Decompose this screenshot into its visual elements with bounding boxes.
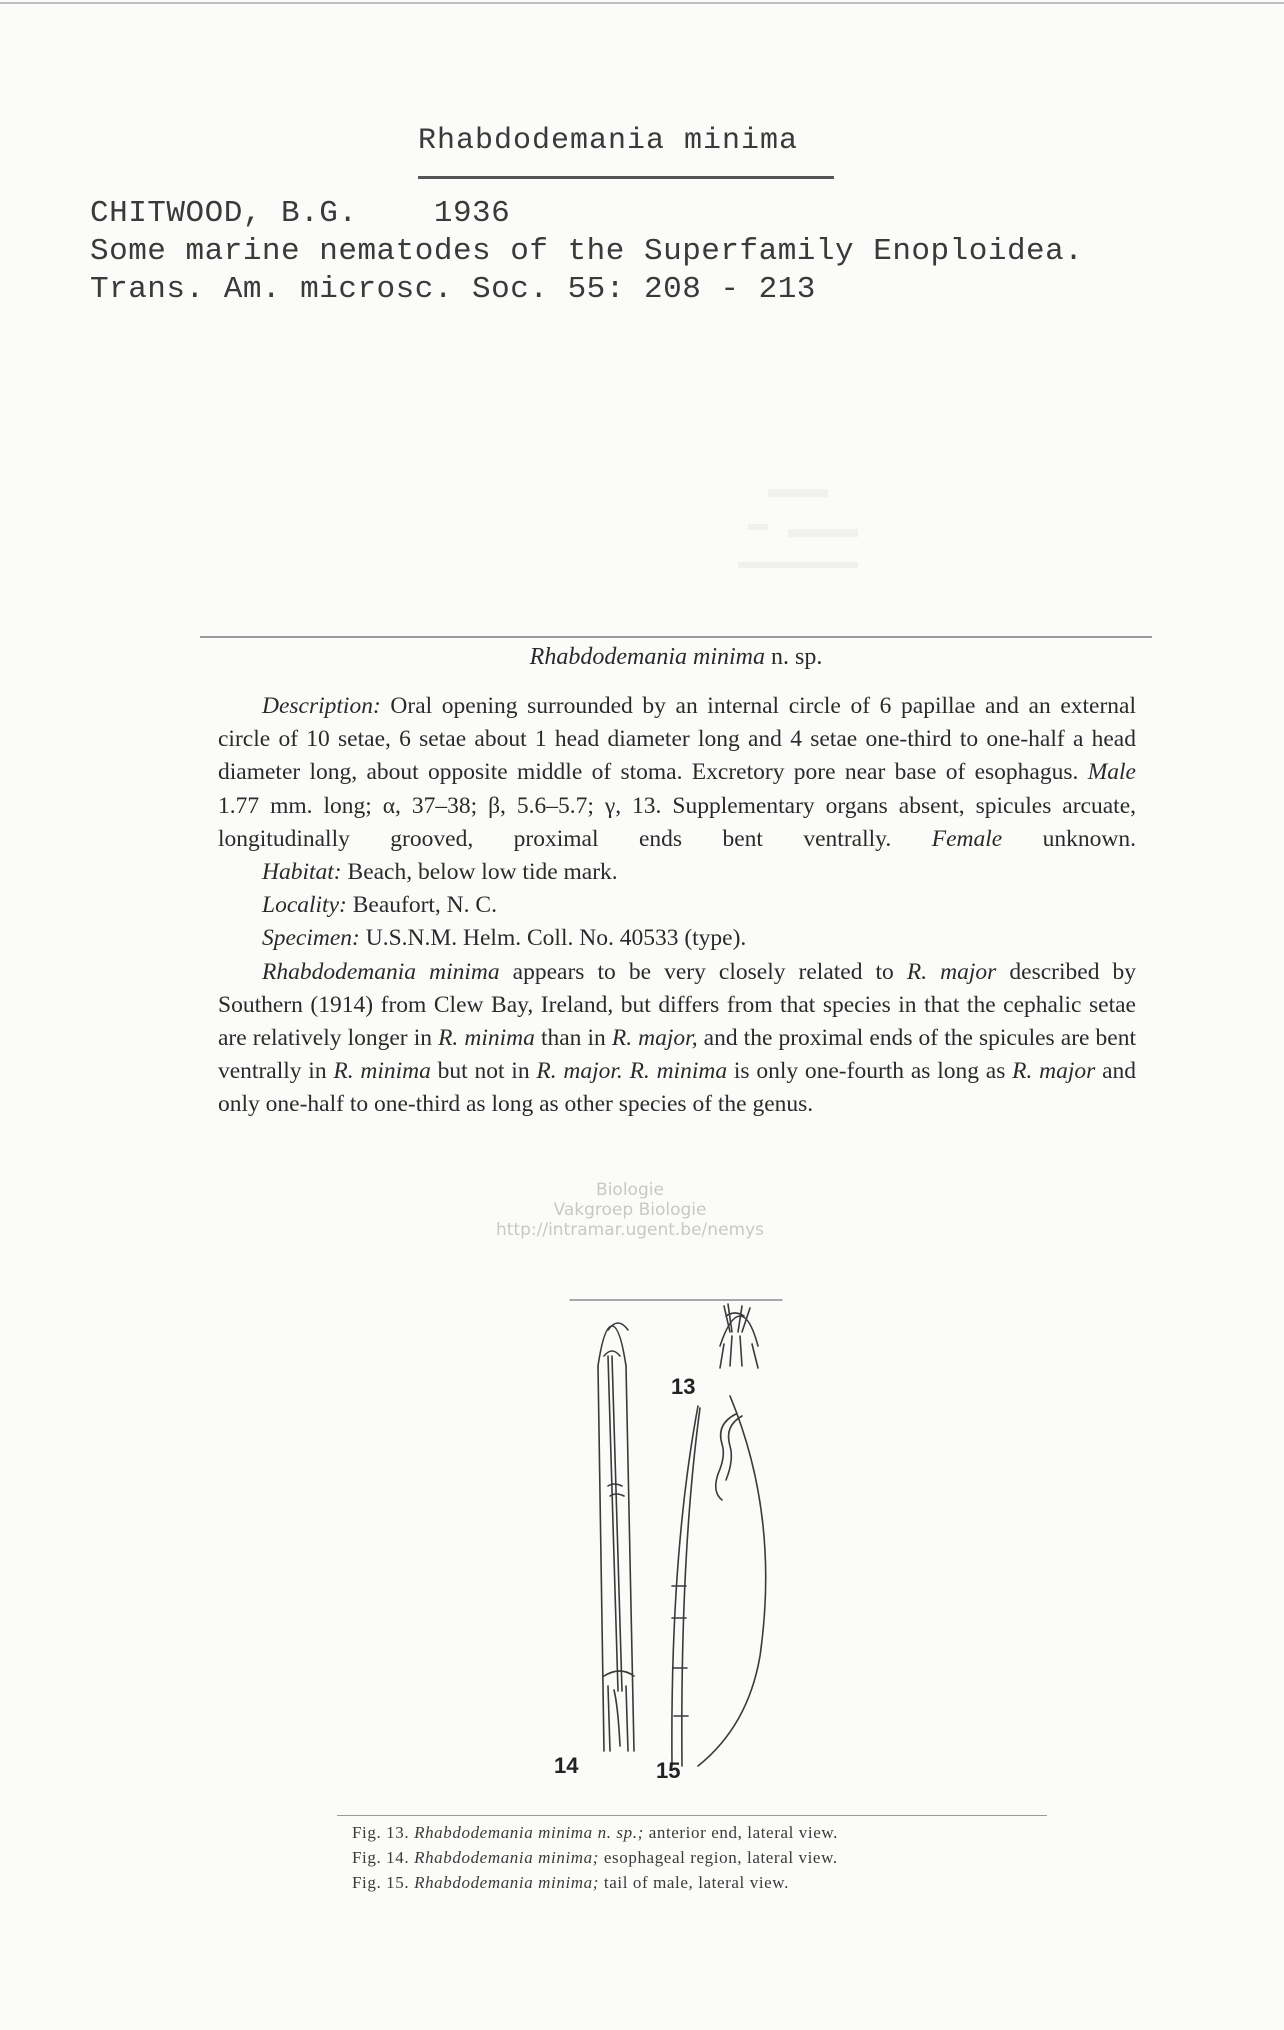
nematode-figure-drawing [560,1296,800,1786]
disc-text-12: is only one-fourth as long as [727,1058,1013,1085]
disc-text-10: but not in [430,1058,537,1085]
female-label: Female [931,825,1003,852]
disc-text-6: than in [534,1025,612,1052]
disc-taxon-11: R. major. R. minima [536,1058,728,1085]
disc-text-14: and only one-half to one-third as long as other species of the genus. [218,1058,1136,1118]
locality-line [218,889,1136,922]
description-text-a: Oral opening surrounded by an internal circle of 6 papillae and an external circle of 10 setae, 6 setae about 1 head diameter long and 4 setae one-third to one-half a head diameter long, about opposite middle of stoma. Excretory pore near base of esophagus. [218,693,1136,786]
page-section-rule [200,636,1152,638]
caption-rule [337,1815,1047,1816]
male-label: Male [1087,759,1136,786]
discussion-paragraph [218,956,1136,1122]
habitat-label: Habitat: [262,859,342,886]
description-label: Description: [262,693,381,719]
faded-stamp-mark [728,484,870,584]
caption-description: tail of male, lateral view. [599,1873,789,1892]
habitat-value: Beach, below low tide mark. [341,859,618,886]
specimen-line [218,922,1136,955]
species-heading-suffix: n. sp. [764,644,823,670]
watermark-line-1: Biologie [596,1180,664,1200]
disc-taxon-3: R. major [906,958,997,985]
disc-text-4: described by Southern (1914) from Clew Bay, Ireland, but differs from that species in that the cephalic setae are relatively longer in [218,958,1137,1052]
caption-13 [352,1820,1072,1845]
species-heading [200,644,1152,671]
paper-title-line: Some marine nematodes of the Superfamily Enoploidea. [90,234,1084,269]
figure-captions [352,1820,1072,1895]
disc-taxon-5: R. minima [438,1025,535,1052]
caption-14 [352,1845,1072,1870]
caption-fig-number: Fig. 13. [352,1823,410,1842]
caption-taxon: Rhabdodemania minima; [414,1873,600,1892]
description-text-c: unknown. [1002,825,1136,852]
specimen-label: Specimen: [262,925,360,952]
caption-taxon: Rhabdodemania minima n. sp.; [414,1823,644,1842]
title-underline [418,176,834,179]
journal-citation-line: Trans. Am. microsc. Soc. 55: 208 - 213 [90,272,816,307]
locality-label: Locality: [262,892,347,919]
specimen-value: U.S.N.M. Helm. Coll. No. 40533 (type). [359,925,747,952]
species-heading-name: Rhabdodemania minima [529,644,765,670]
locality-value: Beaufort, N. C. [346,892,497,919]
figure-label-14: 14 [554,1753,579,1778]
watermark-url: http://intramar.ugent.be/nemys [495,1220,764,1240]
disc-taxon-13: R. major [1012,1058,1096,1085]
disc-taxon-1: Rhabdodemania minima [262,958,500,985]
disc-text-2: appears to be very closely related to [499,958,907,985]
card-title: Rhabdodemania minima [418,124,799,158]
caption-taxon: Rhabdodemania minima; [414,1848,600,1867]
disc-taxon-7: R. major, [611,1025,698,1052]
description-paragraph [218,690,1136,856]
author-line: CHITWOOD, B.G. 1936 [90,196,511,231]
caption-description: anterior end, lateral view. [643,1823,838,1842]
description-text-b: 1.77 mm. long; α, 37–38; β, 5.6–5.7; γ, 13. Supplementary organs absent, spicules arcuate, longitudinally grooved, proximal ends bent ventrally. [218,792,1136,852]
watermark-line-2: Vakgroep Biologie [553,1200,707,1220]
page-top-edge [0,2,1284,4]
caption-15 [352,1870,1072,1895]
figure-label-15: 15 [656,1758,681,1783]
caption-fig-number: Fig. 14. [352,1848,410,1867]
caption-fig-number: Fig. 15. [352,1873,410,1892]
habitat-line [218,856,1136,889]
figure-label-13: 13 [671,1374,696,1399]
caption-description: esophageal region, lateral view. [599,1848,838,1867]
disc-taxon-9: R. minima [333,1058,431,1085]
faded-watermark [480,1180,780,1240]
article-body [218,690,1136,1122]
disc-text-8: and the proximal ends of the spicules are bent ventrally in [218,1025,1137,1085]
